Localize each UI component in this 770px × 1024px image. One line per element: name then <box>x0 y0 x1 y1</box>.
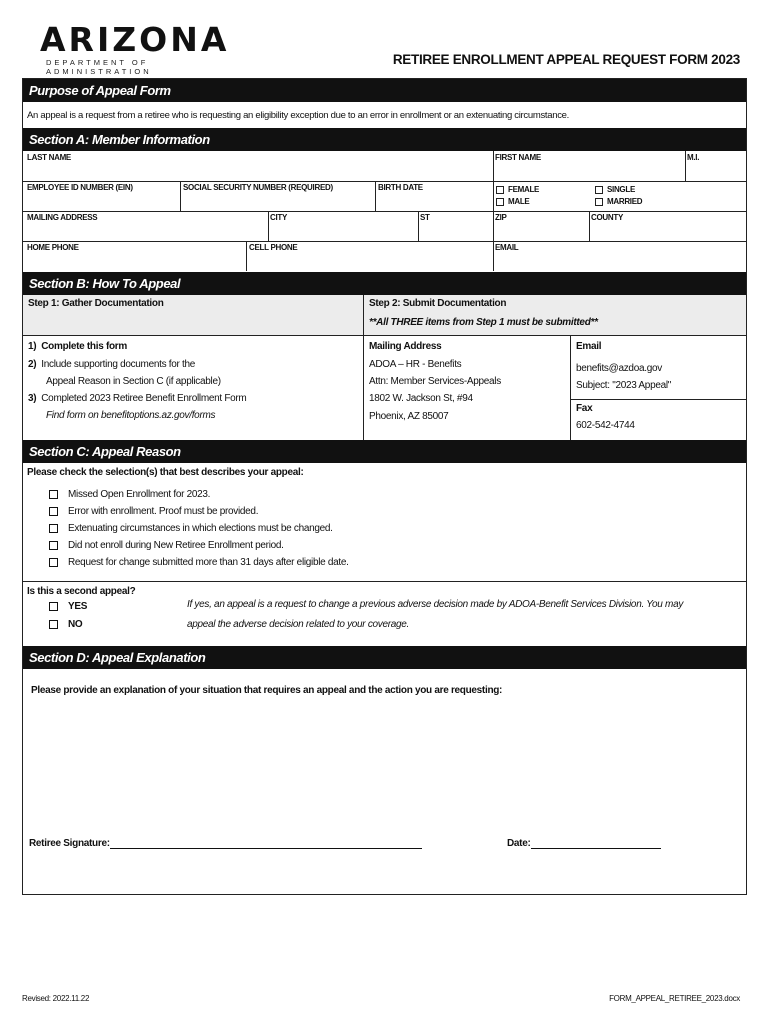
reason-option[interactable] <box>49 489 210 500</box>
city-label: CITY <box>270 213 288 222</box>
ein-field[interactable] <box>23 181 180 211</box>
divider <box>375 181 376 211</box>
signature-label: Retiree Signature: <box>29 838 110 849</box>
divider <box>493 211 494 241</box>
divider <box>363 295 364 440</box>
mi-label: M.I. <box>687 153 700 162</box>
divider <box>418 211 419 241</box>
cell-phone-label: CELL PHONE <box>249 243 298 252</box>
married-label: MARRIED <box>607 197 643 206</box>
mailing-line: ADOA – HR - Benefits <box>369 359 462 370</box>
state-label: ST <box>420 213 430 222</box>
married-checkbox[interactable] <box>595 198 603 206</box>
signature-field[interactable] <box>29 838 422 849</box>
mailing-line: Attn: Member Services-Appeals <box>369 376 501 387</box>
find-form-link[interactable]: Find form on benefitoptions.az.gov/forms <box>46 410 216 421</box>
mailing-line: 1802 W. Jackson St, #94 <box>369 393 473 404</box>
section-d-heading: Section D: Appeal Explanation <box>23 646 746 669</box>
section-b-heading: Section B: How To Appeal <box>23 272 746 295</box>
explanation-textarea[interactable] <box>27 703 742 833</box>
divider <box>493 151 494 181</box>
step2-note: **All THREE items from Step 1 must be submitted** <box>369 317 598 328</box>
divider <box>246 241 247 271</box>
fax-number: 602-542-4744 <box>576 420 635 431</box>
ein-label: EMPLOYEE ID NUMBER (EIN) <box>27 183 133 192</box>
divider <box>589 211 590 241</box>
reason-option[interactable] <box>49 557 349 568</box>
zip-label: ZIP <box>495 213 507 222</box>
male-option[interactable] <box>496 197 529 206</box>
yes-checkbox[interactable] <box>49 602 58 611</box>
state-field[interactable] <box>418 211 493 241</box>
single-label: SINGLE <box>607 185 635 194</box>
step2-title: Step 2: Submit Documentation <box>369 298 507 309</box>
reason-checkbox[interactable] <box>49 541 58 550</box>
reason-checkbox[interactable] <box>49 524 58 533</box>
reason-label: Missed Open Enrollment for 2023. <box>68 489 211 500</box>
birth-date-field[interactable] <box>375 181 493 211</box>
mailing-title: Mailing Address <box>369 341 442 352</box>
mailing-line: Phoenix, AZ 85007 <box>369 411 449 422</box>
female-label: FEMALE <box>508 185 540 194</box>
signature-line[interactable] <box>110 848 422 849</box>
step1-item-3: 3) Completed 2023 Retiree Benefit Enrollment Form <box>28 393 247 404</box>
female-checkbox[interactable] <box>496 186 504 194</box>
reason-instruction: Please check the selection(s) that best describes your appeal: <box>27 467 304 478</box>
date-line[interactable] <box>531 848 661 849</box>
revised-date: Revised: 2022.11.22 <box>22 994 90 1003</box>
ssn-label: SOCIAL SECURITY NUMBER (REQUIRED) <box>183 183 333 192</box>
logo-wordmark: ARIZONA <box>40 20 230 59</box>
divider <box>493 241 494 271</box>
married-option[interactable] <box>595 197 642 206</box>
divider <box>180 181 181 211</box>
reason-checkbox[interactable] <box>49 490 58 499</box>
county-field[interactable] <box>589 211 746 241</box>
middle-initial-field[interactable] <box>685 151 746 181</box>
email-address[interactable]: benefits@azdoa.gov <box>576 363 662 374</box>
reason-checkbox[interactable] <box>49 507 58 516</box>
form-frame <box>22 78 747 895</box>
last-name-label: LAST NAME <box>27 153 71 162</box>
explanation-prompt: Please provide an explanation of your situation that requires an appeal and the action you are requesting: <box>31 685 503 696</box>
yes-label: YES <box>68 601 88 612</box>
home-phone-field[interactable] <box>23 241 246 271</box>
step1-title: Step 1: Gather Documentation <box>28 298 164 309</box>
reason-label: Did not enroll during New Retiree Enrollment period. <box>68 540 284 551</box>
logo-department: DEPARTMENT OF ADMINISTRATION <box>46 58 152 76</box>
zip-field[interactable] <box>493 211 589 241</box>
divider <box>493 181 494 211</box>
divider <box>685 151 686 181</box>
birth-date-label: BIRTH DATE <box>378 183 423 192</box>
second-appeal-note: appeal the adverse decision related to your coverage. <box>187 619 410 630</box>
last-name-field[interactable] <box>23 151 493 181</box>
file-name: FORM_APPEAL_RETIREE_2023.docx <box>609 994 740 1003</box>
first-name-field[interactable] <box>493 151 685 181</box>
reason-option[interactable] <box>49 506 258 517</box>
arizona-logo <box>40 22 230 85</box>
divider <box>23 581 746 582</box>
mailing-address-field[interactable] <box>23 211 268 241</box>
second-appeal-note: If yes, an appeal is a request to change a previous adverse decision made by ADOA-Benefit Services Division. You may <box>187 599 684 610</box>
date-field[interactable] <box>507 838 661 849</box>
email-subject: Subject: "2023 Appeal" <box>576 380 672 391</box>
no-label: NO <box>68 619 83 630</box>
home-phone-label: HOME PHONE <box>27 243 79 252</box>
divider <box>570 335 571 440</box>
first-name-label: FIRST NAME <box>495 153 541 162</box>
divider <box>23 335 746 336</box>
divider <box>570 399 746 400</box>
reason-checkbox[interactable] <box>49 558 58 567</box>
cell-phone-field[interactable] <box>246 241 493 271</box>
section-a-heading: Section A: Member Information <box>23 128 746 151</box>
reason-option[interactable] <box>49 540 284 551</box>
mailing-address-label: MAILING ADDRESS <box>27 213 98 222</box>
fax-title: Fax <box>576 403 593 414</box>
email-title: Email <box>576 341 602 352</box>
section-c-heading: Section C: Appeal Reason <box>23 440 746 463</box>
reason-label: Request for change submitted more than 31 days after eligible date. <box>68 557 349 568</box>
male-checkbox[interactable] <box>496 198 504 206</box>
step1-item-2: 2) Include supporting documents for the <box>28 359 196 370</box>
second-appeal-yes[interactable] <box>49 601 87 612</box>
purpose-text: An appeal is a request from a retiree who is requesting an eligibility exception due to an error in enrollment or an extenuating circumstance. <box>27 110 569 121</box>
county-label: COUNTY <box>591 213 623 222</box>
single-checkbox[interactable] <box>595 186 603 194</box>
email-label: EMAIL <box>495 243 519 252</box>
no-checkbox[interactable] <box>49 620 58 629</box>
second-appeal-no[interactable] <box>49 619 82 630</box>
reason-label: Error with enrollment. Proof must be provided. <box>68 506 259 517</box>
single-option[interactable] <box>595 185 635 194</box>
city-field[interactable] <box>268 211 418 241</box>
divider <box>268 211 269 241</box>
step1-item-2-cont: Appeal Reason in Section C (if applicable) <box>46 376 221 387</box>
male-label: MALE <box>508 197 530 206</box>
reason-label: Extenuating circumstances in which elections must be changed. <box>68 523 333 534</box>
purpose-heading: Purpose of Appeal Form <box>23 79 746 102</box>
reason-option[interactable] <box>49 523 333 534</box>
step1-item-1: 1) Complete this form <box>28 341 127 352</box>
email-field[interactable] <box>493 241 746 271</box>
female-option[interactable] <box>496 185 539 194</box>
second-appeal-question: Is this a second appeal? <box>27 586 136 597</box>
form-title: RETIREE ENROLLMENT APPEAL REQUEST FORM 2023 <box>392 52 740 67</box>
date-label: Date: <box>507 838 531 849</box>
ssn-field[interactable] <box>180 181 375 211</box>
